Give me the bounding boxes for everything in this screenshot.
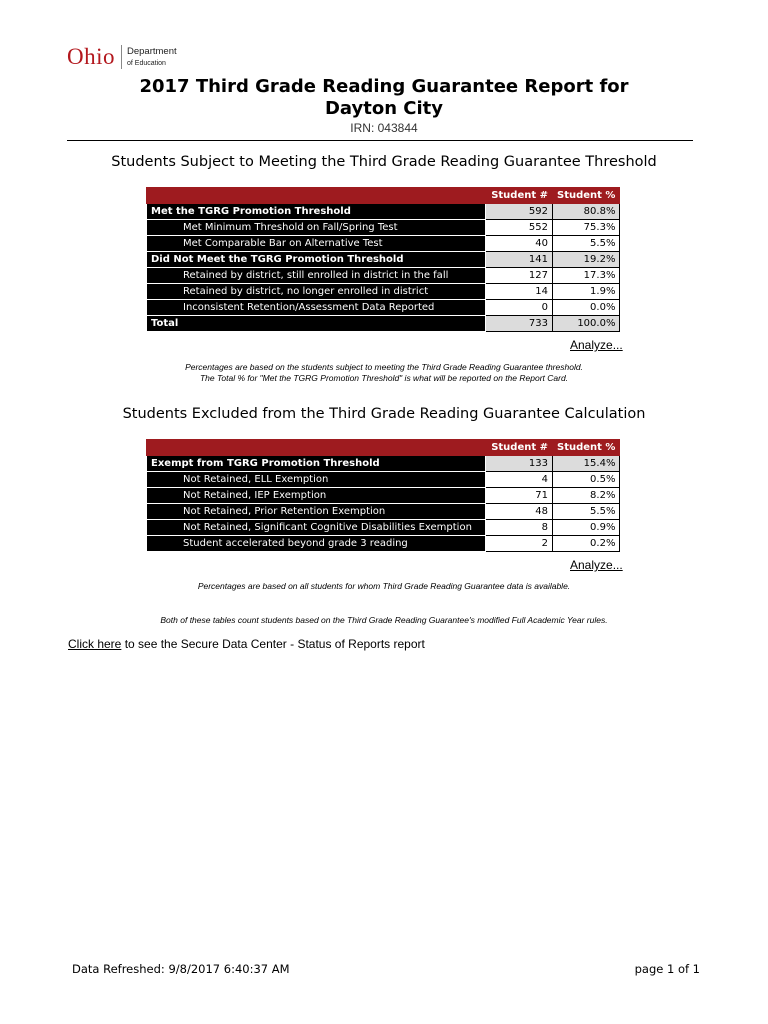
report-title-line2: Dayton City <box>324 98 444 119</box>
table-header-row <box>147 440 620 456</box>
row-percent: 5.5% <box>553 504 620 520</box>
table-row <box>147 536 620 552</box>
excluded-table <box>146 439 620 552</box>
row-percent: 15.4% <box>553 456 620 472</box>
row-percent: 0.0% <box>553 300 620 316</box>
row-label: Not Retained, Significant Cognitive Disabilities Exemption <box>147 520 486 536</box>
row-count: 133 <box>486 456 553 472</box>
row-percent: 17.3% <box>553 268 620 284</box>
analyze-link-excluded[interactable]: Analyze... <box>570 558 623 572</box>
header-blank-cell <box>147 440 486 456</box>
logo-department <box>127 46 183 69</box>
logo-wordmark: Ohio <box>67 44 115 69</box>
row-count: 71 <box>486 488 553 504</box>
table-header-row <box>147 188 620 204</box>
table-row <box>147 268 620 284</box>
row-count: 592 <box>486 204 553 220</box>
row-label: Not Retained, IEP Exemption <box>147 488 486 504</box>
secure-data-center-line <box>68 637 425 651</box>
section2-title: Students Excluded from the Third Grade Reading Guarantee Calculation <box>122 406 646 422</box>
click-here-link[interactable]: Click here <box>68 637 122 651</box>
row-percent: 0.9% <box>553 520 620 536</box>
table-row <box>147 284 620 300</box>
report-title-line1: 2017 Third Grade Reading Guarantee Report for <box>139 76 629 97</box>
header-blank-cell <box>147 188 486 204</box>
table-row <box>147 504 620 520</box>
row-percent: 5.5% <box>553 236 620 252</box>
data-refreshed-label: Data Refreshed: 9/8/2017 6:40:37 AM <box>72 962 290 976</box>
irn-label: IRN: 043844 <box>350 121 418 135</box>
row-label: Retained by district, still enrolled in district in the fall <box>147 268 486 284</box>
row-count: 48 <box>486 504 553 520</box>
row-percent: 100.0% <box>553 316 620 332</box>
header-student-percent: Student % <box>553 440 620 456</box>
page-number-label: page 1 of 1 <box>634 962 700 976</box>
row-label: Inconsistent Retention/Assessment Data Reported <box>147 300 486 316</box>
row-percent: 1.9% <box>553 284 620 300</box>
row-count: 2 <box>486 536 553 552</box>
link-description: to see the Secure Data Center - Status of Reports report <box>121 637 425 651</box>
header-student-count: Student # <box>486 440 553 456</box>
table-row <box>147 220 620 236</box>
row-percent: 19.2% <box>553 252 620 268</box>
header-student-count: Student # <box>486 188 553 204</box>
row-label: Did Not Meet the TGRG Promotion Threshold <box>147 252 486 268</box>
header-student-percent: Student % <box>553 188 620 204</box>
row-count: 4 <box>486 472 553 488</box>
table-row <box>147 236 620 252</box>
table-row <box>147 456 620 472</box>
section1-note <box>0 362 768 384</box>
row-label: Student accelerated beyond grade 3 reading <box>147 536 486 552</box>
section1-note-line2: The Total % for "Met the TGRG Promotion Threshold" is what will be reported on the Report Card. <box>199 373 569 383</box>
table-total-row <box>147 316 620 332</box>
table-row <box>147 300 620 316</box>
row-label: Exempt from TGRG Promotion Threshold <box>147 456 486 472</box>
title-divider <box>67 140 693 141</box>
row-percent: 0.5% <box>553 472 620 488</box>
row-count: 8 <box>486 520 553 536</box>
row-percent: 0.2% <box>553 536 620 552</box>
table-row <box>147 252 620 268</box>
row-count: 127 <box>486 268 553 284</box>
row-count: 141 <box>486 252 553 268</box>
row-label: Not Retained, Prior Retention Exemption <box>147 504 486 520</box>
row-label: Not Retained, ELL Exemption <box>147 472 486 488</box>
report-title <box>0 76 768 120</box>
section1-title: Students Subject to Meeting the Third Grade Reading Guarantee Threshold <box>111 154 657 170</box>
row-count: 40 <box>486 236 553 252</box>
row-label: Met the TGRG Promotion Threshold <box>147 204 486 220</box>
row-label: Met Minimum Threshold on Fall/Spring Test <box>147 220 486 236</box>
table-row <box>147 520 620 536</box>
logo-divider <box>121 45 122 69</box>
row-label: Total <box>147 316 486 332</box>
row-percent: 75.3% <box>553 220 620 236</box>
row-percent: 8.2% <box>553 488 620 504</box>
row-percent: 80.8% <box>553 204 620 220</box>
logo-dept-line2: of Education <box>127 59 166 67</box>
table-row <box>147 204 620 220</box>
row-count: 0 <box>486 300 553 316</box>
section2-note: Percentages are based on all students for whom Third Grade Reading Guarantee data is available. <box>197 581 571 591</box>
fay-rules-note: Both of these tables count students based on the Third Grade Reading Guarantee's modified Full Academic Year rules. <box>160 615 608 625</box>
ohio-logo <box>67 44 183 70</box>
threshold-table <box>146 187 620 332</box>
table-row <box>147 488 620 504</box>
row-label: Retained by district, no longer enrolled in district <box>147 284 486 300</box>
row-count: 14 <box>486 284 553 300</box>
row-count: 552 <box>486 220 553 236</box>
row-count: 733 <box>486 316 553 332</box>
logo-dept-line1: Department <box>127 45 177 57</box>
analyze-link-threshold[interactable]: Analyze... <box>570 338 623 352</box>
table-row <box>147 472 620 488</box>
row-label: Met Comparable Bar on Alternative Test <box>147 236 486 252</box>
section1-note-line1: Percentages are based on the students subject to meeting the Third Grade Reading Guarantee threshold. <box>185 362 583 372</box>
